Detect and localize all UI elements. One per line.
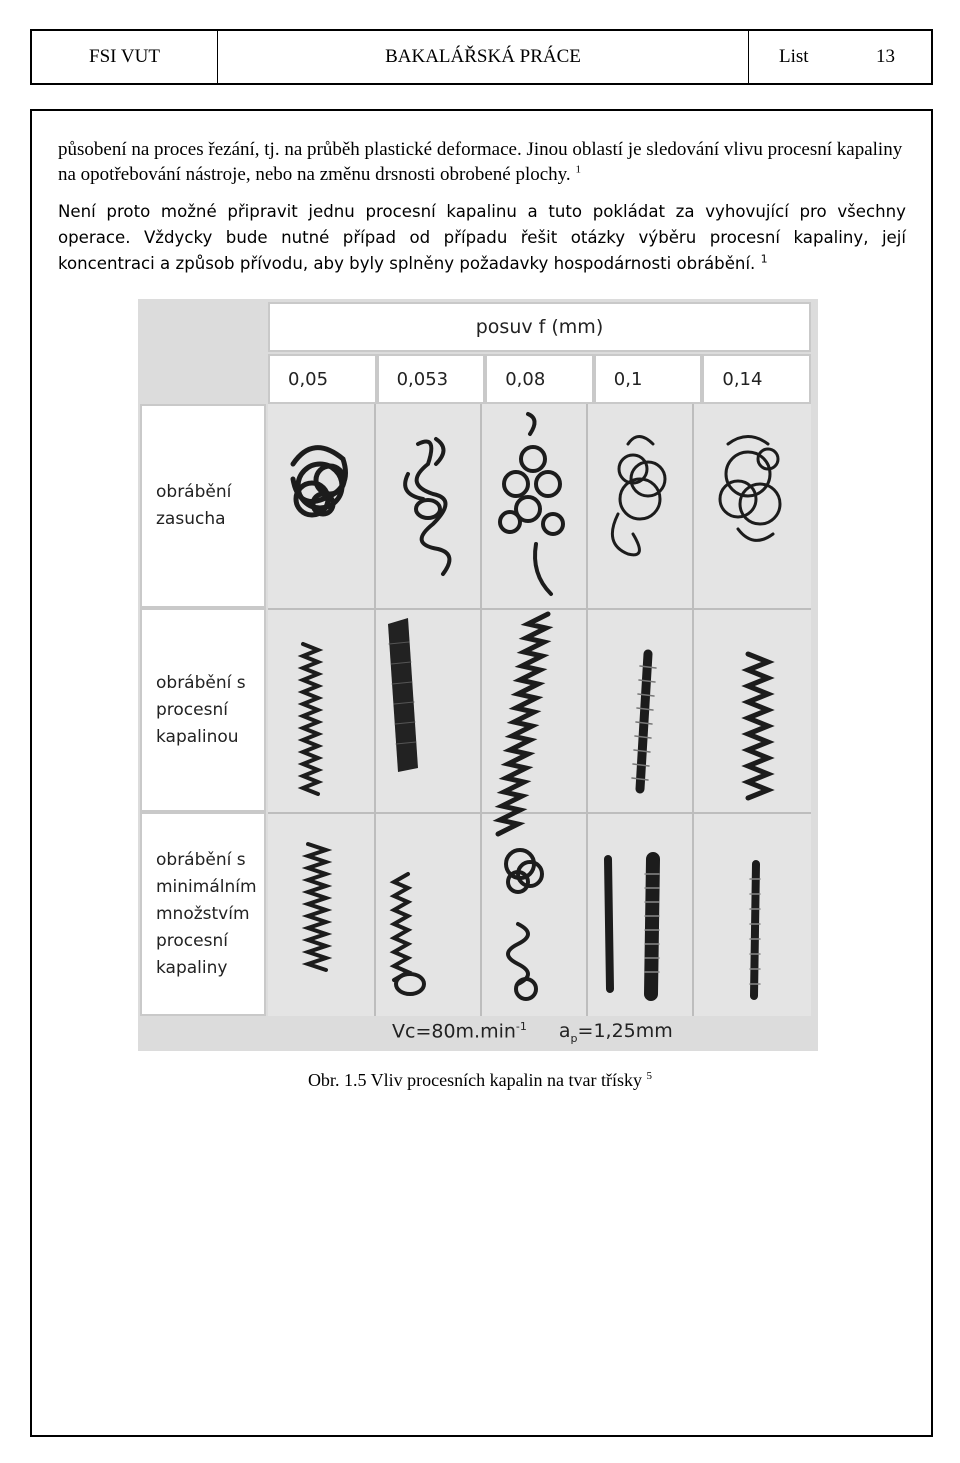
paragraph-2 [58,199,906,277]
paragraph-1-ref: 1 [575,163,581,176]
row-label-fluid: obrábění s procesní kapalinou [140,608,266,812]
chip-fluid-01 [640,654,648,789]
feed-value: 0,053 [377,354,486,404]
cutting-speed-exponent: -1 [515,1020,527,1033]
chip-dry-014 [720,437,780,541]
header-page-number: 13 [876,46,895,67]
chip-mql-01b [651,859,653,994]
depth-of-cut-subscript: p [570,1031,578,1045]
figure-caption-ref: 5 [646,1070,653,1082]
paragraph-1 [58,137,906,187]
chip-fluid-008 [498,614,548,834]
chip-fluid-005 [303,644,318,794]
depth-of-cut [559,1020,673,1045]
chip-dry-008 [500,414,563,594]
chip-mql-014 [754,864,756,996]
chip-dry-005 [293,448,346,515]
row-label-mql: obrábění s minimálním množstvím procesní kapaliny [140,812,266,1016]
paragraph-1-text: působení na proces řezání, tj. na průběh plastické deformace. Jinou oblastí je sledování vlivu procesní kapaliny na opotřebování nástroje, nebo na změnu drsnosti obrobené plochy. [58,139,903,185]
chip-mql-008 [506,850,542,999]
chip-fluid-0053 [388,618,418,772]
chip-images [268,404,811,1016]
chip-mql-0053 [394,874,424,994]
cutting-speed-value: Vc=80m.min [392,1020,516,1043]
cutting-parameters [392,1020,673,1045]
feed-value: 0,08 [485,354,594,404]
chip-fluid-014 [748,654,768,798]
chip-photo-grid [268,404,811,1016]
paragraph-2-ref: 1 [760,252,768,266]
header-page-box [749,31,931,83]
cutting-speed [392,1020,527,1045]
chip-dry-0053 [405,439,449,574]
page-header [30,29,933,85]
header-school: FSI VUT [32,31,218,83]
header-title: BAKALÁŘSKÁ PRÁCE [218,31,749,83]
chip-dry-01 [612,437,665,555]
figure-caption [0,1070,960,1091]
feed-header: posuv f (mm) [268,302,811,352]
chip-mql-01 [608,859,610,989]
chip-mql-005 [308,844,326,970]
paragraph-2-text: Není proto možné připravit jednu procesní kapalinu a tuto pokládat za vyhovující pro všechny operace. Vždycky bude nutné případ od případu řešit otázky výběru procesní kapaliny, její koncentraci a způsob přívodu, aby byly splněny požadavky hospodárnosti obrábění. [58,202,906,273]
depth-of-cut-value: =1,25mm [577,1020,673,1042]
header-list-label: List [779,46,809,67]
feed-values-row [268,354,811,404]
feed-value: 0,1 [594,354,703,404]
row-label-dry: obrábění zasucha [140,404,266,608]
depth-of-cut-symbol: a [558,1020,571,1042]
feed-value: 0,05 [268,354,377,404]
figure-caption-text: Obr. 1.5 Vliv procesních kapalin na tvar třísky [307,1070,643,1090]
feed-value: 0,14 [702,354,811,404]
